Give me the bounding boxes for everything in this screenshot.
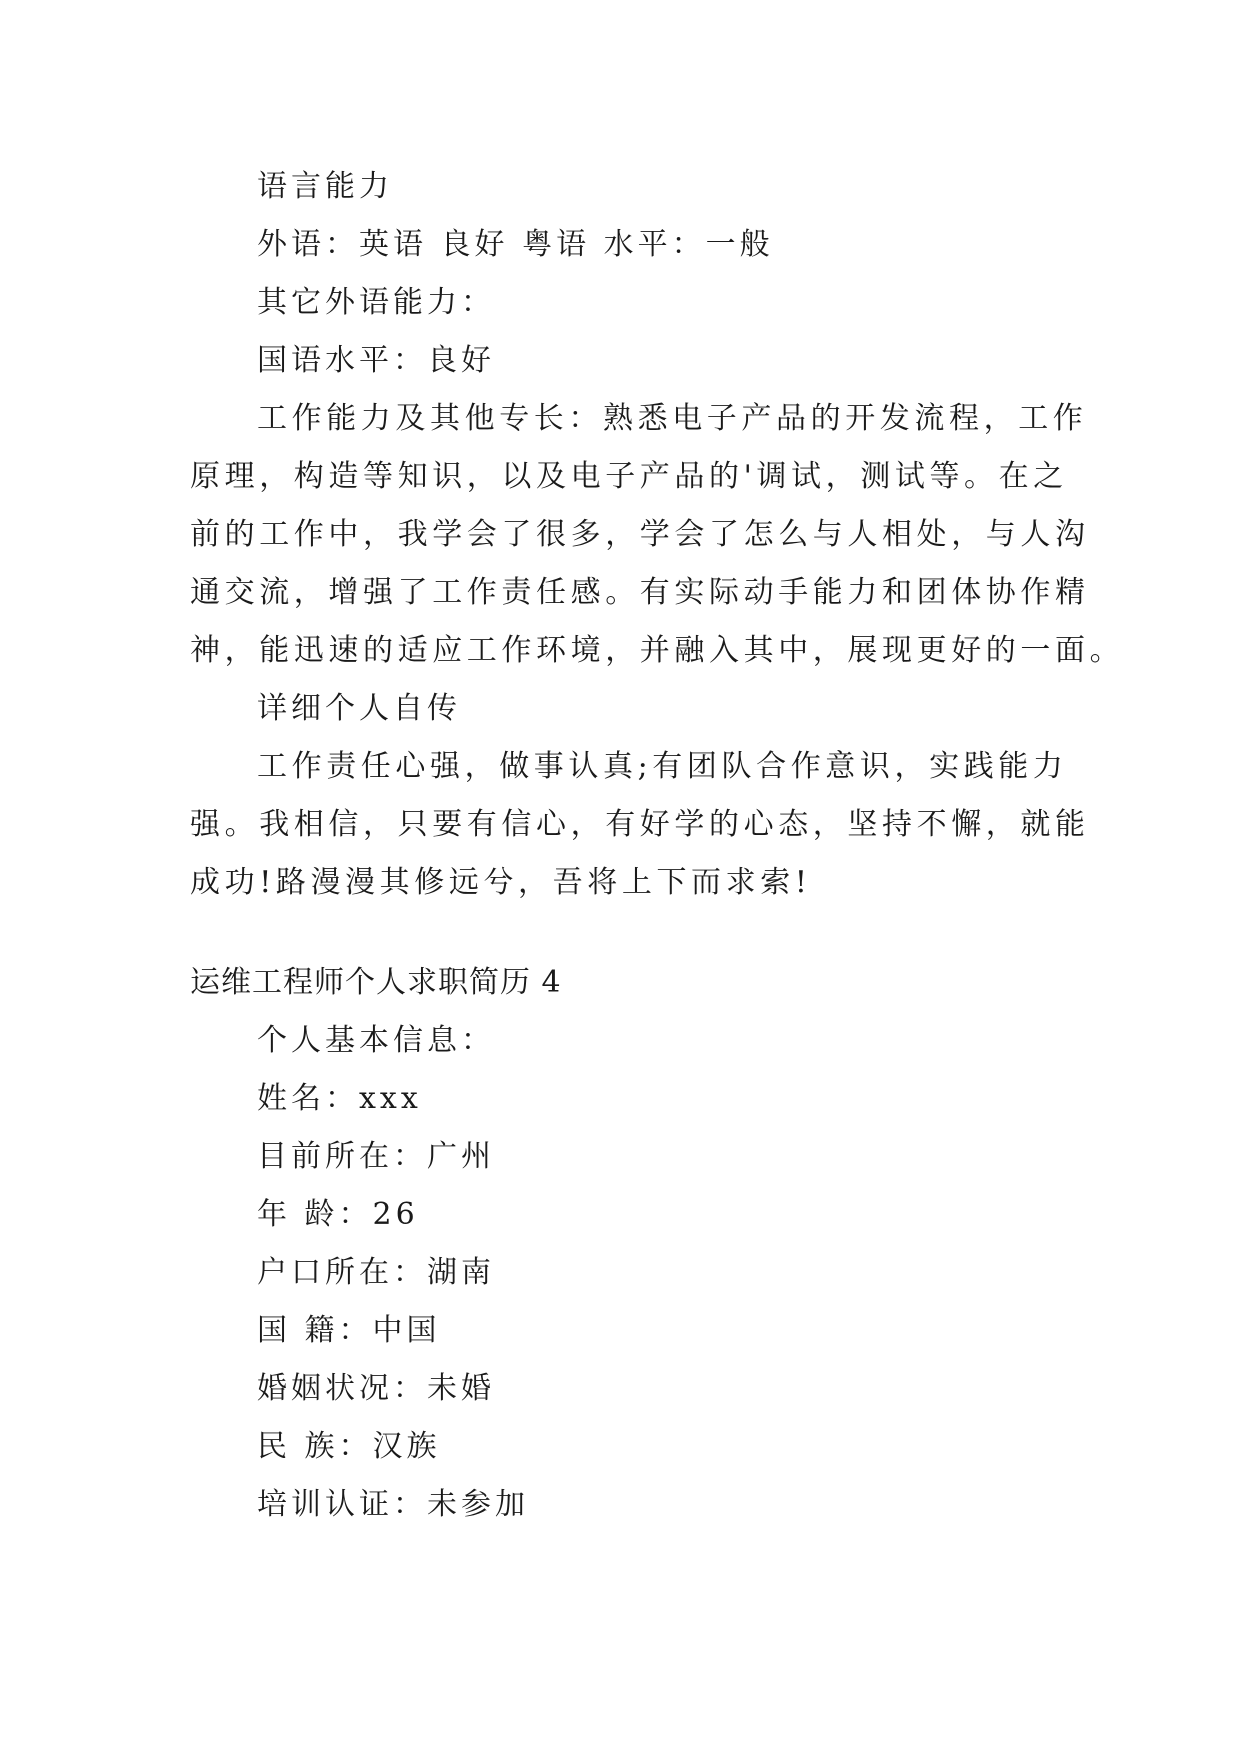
info-field-age: 年 龄：26 <box>257 1197 419 1232</box>
document-page <box>190 158 1125 1534</box>
info-field-ethnicity: 民 族：汉族 <box>257 1429 441 1464</box>
skills-line: 前的工作中，我学会了很多，学会了怎么与人相处，与人沟 <box>190 517 1090 552</box>
autobiography-line: 工作责任心强，做事认真;有团队合作意识，实践能力 <box>257 749 1068 784</box>
mandarin-level-line: 国语水平：良好 <box>257 343 495 378</box>
foreign-language-line: 外语：英语 良好 粤语 水平：一般 <box>257 227 774 262</box>
resume-section-title: 运维工程师个人求职简历 4 <box>190 965 562 1000</box>
skills-line: 神，能迅速的适应工作环境，并融入其中，展现更好的一面。 <box>190 633 1125 668</box>
skills-paragraph <box>190 390 1125 680</box>
autobiography-line: 成功!路漫漫其修远兮，吾将上下而求索! <box>190 865 812 900</box>
info-field-hukou: 户口所在：湖南 <box>257 1255 495 1290</box>
info-field-nationality: 国 籍：中国 <box>257 1313 441 1348</box>
language-ability-heading: 语言能力 <box>257 169 393 204</box>
other-language-line: 其它外语能力： <box>257 285 495 320</box>
info-field-location: 目前所在：广州 <box>257 1139 495 1174</box>
info-field-certification: 培训认证：未参加 <box>257 1487 529 1522</box>
skills-line: 通交流，增强了工作责任感。有实际动手能力和团体协作精 <box>190 575 1090 610</box>
basic-info-heading: 个人基本信息： <box>257 1023 495 1058</box>
skills-line: 原理，构造等知识，以及电子产品的'调试，测试等。在之 <box>190 459 1068 494</box>
info-field-marital-status: 婚姻状况：未婚 <box>257 1371 495 1406</box>
autobiography-line: 强。我相信，只要有信心，有好学的心态，坚持不懈，就能 <box>190 807 1090 842</box>
autobiography-paragraph <box>190 738 1090 912</box>
skills-line: 工作能力及其他专长：熟悉电子产品的开发流程，工作 <box>257 401 1088 436</box>
autobiography-heading: 详细个人自传 <box>257 691 461 726</box>
info-field-name: 姓名：xxx <box>257 1081 422 1116</box>
